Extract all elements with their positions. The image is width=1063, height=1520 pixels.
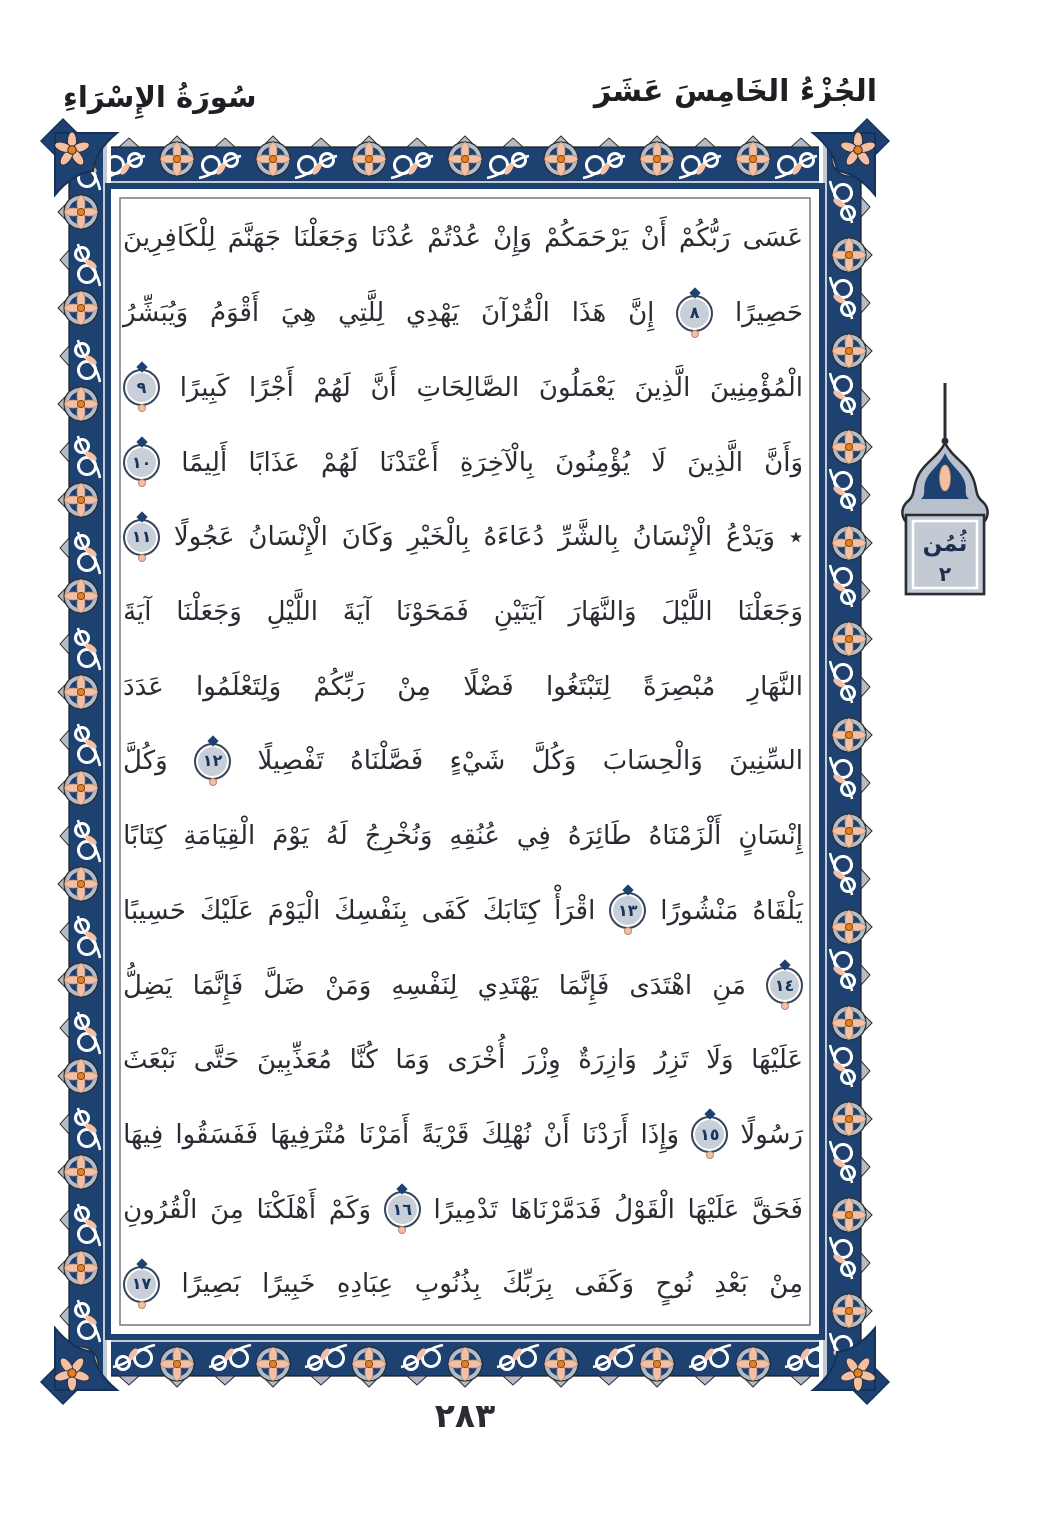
quran-line [123, 873, 803, 948]
verse-word: أَنْ [640, 223, 667, 254]
verse-word: كَفَى [421, 895, 469, 926]
verse-word: وَلِتَعْلَمُوا [196, 671, 282, 702]
verse-word: أَقْوَمُ [209, 298, 260, 329]
verse-word: أَلِيمًا [181, 447, 228, 478]
verse-word: أُخْرَى [447, 1045, 506, 1076]
verse-word: مَنِ [712, 970, 746, 1001]
verse-word: شَيْءٍ [449, 746, 506, 777]
surah-title: سُورَةُ الإِسْرَاءِ [63, 80, 257, 114]
verse-word: آيَةَ [123, 596, 152, 627]
verse-word: عَسَى [742, 223, 803, 254]
page-number: ٢٨٣ [434, 1396, 496, 1435]
verse-word: فَفَسَقُوا [175, 1119, 259, 1150]
juz-title: الجُزْءُ الخَامِسَ عَشَرَ [593, 74, 877, 109]
verse-word: لَهُمْ [313, 372, 351, 403]
verse-word: الَّذِينَ [634, 372, 691, 403]
quran-line [123, 1098, 803, 1173]
verse-word: وَمَنْ [325, 970, 372, 1001]
verse-word: طَائِرَهُ [567, 821, 632, 852]
verse-word: كِتَابَكَ [482, 895, 541, 926]
verse-word: إِنْسَانٍ [738, 821, 803, 852]
verse-word: اقْرَأْ [554, 895, 596, 926]
verse-word: أَلْزَمْنَاهُ [648, 821, 722, 852]
verse-word: بَعْدِ [714, 1269, 748, 1300]
verse-word: لِنَفْسِهِ [391, 970, 458, 1001]
verse-word: وَكَانَ [341, 522, 394, 553]
verse-word: أَهْلَكْنَا [256, 1194, 317, 1225]
verse-word: كَبِيرًا [179, 372, 230, 403]
ayah-number: ٨ [689, 303, 700, 323]
verse-word: فَمَحَوْنَا [396, 596, 469, 627]
verse-word: الَّذِينَ [687, 447, 743, 478]
quran-line [123, 649, 803, 724]
verse-word: النَّهَارِ [747, 671, 803, 702]
verse-word: عُدْتُمْ [427, 223, 481, 254]
verse-word: مِنَ [210, 1194, 244, 1225]
verse-word: الْقُرُونِ [123, 1194, 198, 1225]
ayah-number-badge [123, 519, 160, 556]
marker-label: ثُمُن [922, 531, 968, 557]
verse-word: هِيَ [280, 298, 317, 329]
verse-word: فَدَمَّرْنَاهَا [510, 1194, 602, 1225]
quran-line [123, 575, 803, 650]
verse-word: رَبِّكُمْ [313, 671, 365, 702]
ayah-number: ١٢ [202, 751, 223, 771]
verse-word: مُعَذِّبِينَ [256, 1045, 332, 1076]
verse-word: عُنُقِهِ [449, 821, 500, 852]
ayah-number-badge [123, 1266, 160, 1303]
verse-word: بِالْخَيْرِ [407, 522, 470, 553]
quran-line [123, 425, 803, 500]
verse-word: فَإِنَّمَا [192, 970, 244, 1001]
ayah-number: ١٦ [392, 1199, 413, 1219]
verse-word: الْإِنْسَانُ [632, 522, 713, 553]
verse-word: تَفْصِيلًا [257, 746, 324, 777]
verse-word: يَعْمَلُونَ [538, 372, 615, 403]
verse-word: فَصَّلْنَاهُ [350, 746, 424, 777]
border-band-bottom [57, 1334, 873, 1388]
verse-word: هَذَا [571, 298, 607, 329]
ayah-number: ٩ [136, 377, 147, 397]
verse-word: أَمَرْنَا [358, 1119, 410, 1150]
verse-word: وَالْحِسَابَ [602, 746, 703, 777]
quran-text-area [123, 201, 803, 1322]
verse-word: رَسُولًا [740, 1119, 803, 1150]
verse-word: الْإِنْسَانُ [248, 522, 328, 553]
border-band-left [57, 135, 111, 1388]
verse-word: عَذَابًا [248, 447, 300, 478]
verse-word: حَسِيبًا [123, 895, 186, 926]
verse-word: جَهَنَّمَ [227, 223, 281, 254]
verse-word: عَلَيْكَ [199, 895, 254, 926]
verse-word: وِزْرَ [522, 1045, 561, 1076]
verse-word: يَوْمَ [272, 821, 309, 852]
verse-word: آيَةَ [342, 596, 372, 627]
verse-word: فَحَقَّ [752, 1194, 803, 1225]
verse-word: الْقُرْآنَ [480, 298, 550, 329]
verse-word: الصَّالِحَاتِ [416, 372, 520, 403]
verse-word: نُهْلِكَ [481, 1119, 532, 1150]
verse-word: نَبْعَثَ [123, 1045, 177, 1076]
verse-word: وَلَا [706, 1045, 734, 1076]
verse-word: ضَلَّ [263, 970, 305, 1001]
verse-word: مُبْصِرَةً [642, 671, 716, 702]
verse-word: وَكُلَّ [531, 746, 577, 777]
thumn-marker [898, 383, 998, 598]
verse-word: وَازِرَةٌ [578, 1045, 637, 1076]
verse-word: اهْتَدَى [629, 970, 693, 1001]
verse-word: يَلْقَاهُ [752, 895, 803, 926]
ayah-number: ١١ [131, 527, 152, 547]
verse-word: السِّنِينَ [729, 746, 803, 777]
verse-word: مَنْشُورًا [660, 895, 739, 926]
verse-word: أَنَّ [370, 372, 397, 403]
verse-word: عَدَدَ [123, 671, 164, 702]
verse-word: مُتْرَفِيهَا [270, 1119, 347, 1150]
marker-value: ٢ [938, 562, 952, 586]
quran-line [123, 350, 803, 425]
ayah-number-badge [123, 444, 160, 481]
verse-word: مِنْ [397, 671, 431, 702]
verse-word: وَإِنْ [493, 223, 532, 254]
border-band-right [819, 135, 873, 1388]
verse-word: ٭ [788, 522, 803, 553]
ayah-number-badge [123, 369, 160, 406]
verse-word: يَضِلُّ [123, 970, 173, 1001]
quran-line [123, 724, 803, 799]
verse-word: كِتَابًا [123, 821, 167, 852]
verse-word: وَجَعَلْنَا [176, 596, 242, 627]
verse-word: فِيهَا [123, 1119, 164, 1150]
ayah-number: ١٤ [774, 975, 795, 995]
quran-line [123, 1023, 803, 1098]
verse-word: آيَتَيْنِ [493, 596, 544, 627]
verse-word: فَضْلًا [463, 671, 514, 702]
quran-line [123, 1172, 803, 1247]
verse-word: أَجْرًا [249, 372, 294, 403]
verse-word: عَجُولًا [173, 522, 235, 553]
verse-word: وَكُلَّ [123, 746, 168, 777]
verse-word: الْقَوْلُ [614, 1194, 675, 1225]
verse-word: لِتَبْتَغُوا [546, 671, 611, 702]
verse-word: وَيُبَشِّرُ [123, 298, 189, 329]
verse-word: حَصِيرًا [734, 298, 803, 329]
verse-word: بِالْآخِرَةِ [459, 447, 534, 478]
verse-word: الْمُؤْمِنِينَ [709, 372, 803, 403]
verse-word: وَإِذَا [640, 1119, 680, 1150]
verse-word: يَهْدِي [405, 298, 460, 329]
verse-word: مِنْ [769, 1269, 803, 1300]
quran-line [123, 201, 803, 276]
verse-word: الْيَوْمَ [267, 895, 321, 926]
verse-word: اللَّيْلَ [661, 596, 713, 627]
verse-word: تَدْمِيرًا [433, 1194, 498, 1225]
verse-word: وَجَعَلْنَا [293, 223, 359, 254]
verse-word: وَكَمْ [328, 1194, 372, 1225]
verse-word: لِلْكَافِرِينَ [123, 223, 216, 254]
verse-word: بِنَفْسِكَ [334, 895, 408, 926]
verse-word: وَأَنَّ [764, 447, 803, 478]
ayah-number-badge [691, 1116, 728, 1153]
quran-line [123, 799, 803, 874]
ayah-number-badge [766, 967, 803, 1004]
quran-line [123, 500, 803, 575]
verse-word: الْقِيَامَةِ [183, 821, 256, 852]
verse-word: لِلَّتِي [338, 298, 385, 329]
verse-word: قَرْيَةً [421, 1119, 470, 1150]
quran-line [123, 276, 803, 351]
verse-word: بِذُنُوبِ [414, 1269, 481, 1300]
thumn-marker-graphic [898, 383, 998, 598]
verse-word: كُنَّا [349, 1045, 378, 1076]
ayah-number: ١٧ [131, 1274, 152, 1294]
ayah-number-badge [384, 1191, 421, 1228]
verse-word: يُؤْمِنُونَ [555, 447, 631, 478]
verse-word: أَرَدْنَا [581, 1119, 629, 1150]
verse-word: رَبُّكُمْ [679, 223, 731, 254]
border-band-top [57, 135, 873, 189]
verse-word: يَهْتَدِي [477, 970, 539, 1001]
verse-word: لَهُمْ [321, 447, 359, 478]
verse-word: إِنَّ [628, 298, 655, 329]
ayah-number: ١٥ [699, 1124, 720, 1144]
verse-word: وَجَعَلْنَا [737, 596, 803, 627]
verse-word: عُدْنَا [370, 223, 416, 254]
verse-word: خَبِيرًا [262, 1269, 316, 1300]
verse-word: بِرَبِّكَ [502, 1269, 553, 1300]
verse-word: نُوحٍ [655, 1269, 693, 1300]
verse-word: بَصِيرًا [181, 1269, 241, 1300]
ayah-number-badge [609, 892, 646, 929]
verse-word: أَعْتَدْنَا [379, 447, 439, 478]
ayah-number-badge [676, 295, 713, 332]
verse-word: عَلَيْهَا [687, 1194, 740, 1225]
verse-word: وَيَدْعُ [726, 522, 775, 553]
verse-word: حَتَّى [193, 1045, 240, 1076]
verse-word: اللَّيْلِ [266, 596, 318, 627]
verse-word: بِالشَّرِّ [558, 522, 619, 553]
verse-word: عِبَادِهِ [336, 1269, 394, 1300]
verse-word: وَمَا [395, 1045, 430, 1076]
verse-word: عَلَيْهَا [751, 1045, 803, 1076]
verse-word: دُعَاءَهُ [483, 522, 545, 553]
verse-word: أَنْ [543, 1119, 570, 1150]
verse-word: فَإِنَّمَا [558, 970, 610, 1001]
verse-word: تَزِرُ [654, 1045, 689, 1076]
ayah-number: ١٠ [131, 452, 152, 472]
verse-word: يَرْحَمَكُمْ [544, 223, 629, 254]
verse-word: فِي [516, 821, 551, 852]
verse-word: لَهُ [325, 821, 348, 852]
quran-line [123, 1247, 803, 1322]
quran-line [123, 948, 803, 1023]
verse-word: لَا [651, 447, 667, 478]
ayah-number: ١٣ [618, 900, 638, 920]
verse-word: وَنُخْرِجُ [364, 821, 433, 852]
ayah-number-badge [194, 743, 231, 780]
verse-word: وَالنَّهَارَ [568, 596, 637, 627]
verse-word: وَكَفَى [574, 1269, 635, 1300]
